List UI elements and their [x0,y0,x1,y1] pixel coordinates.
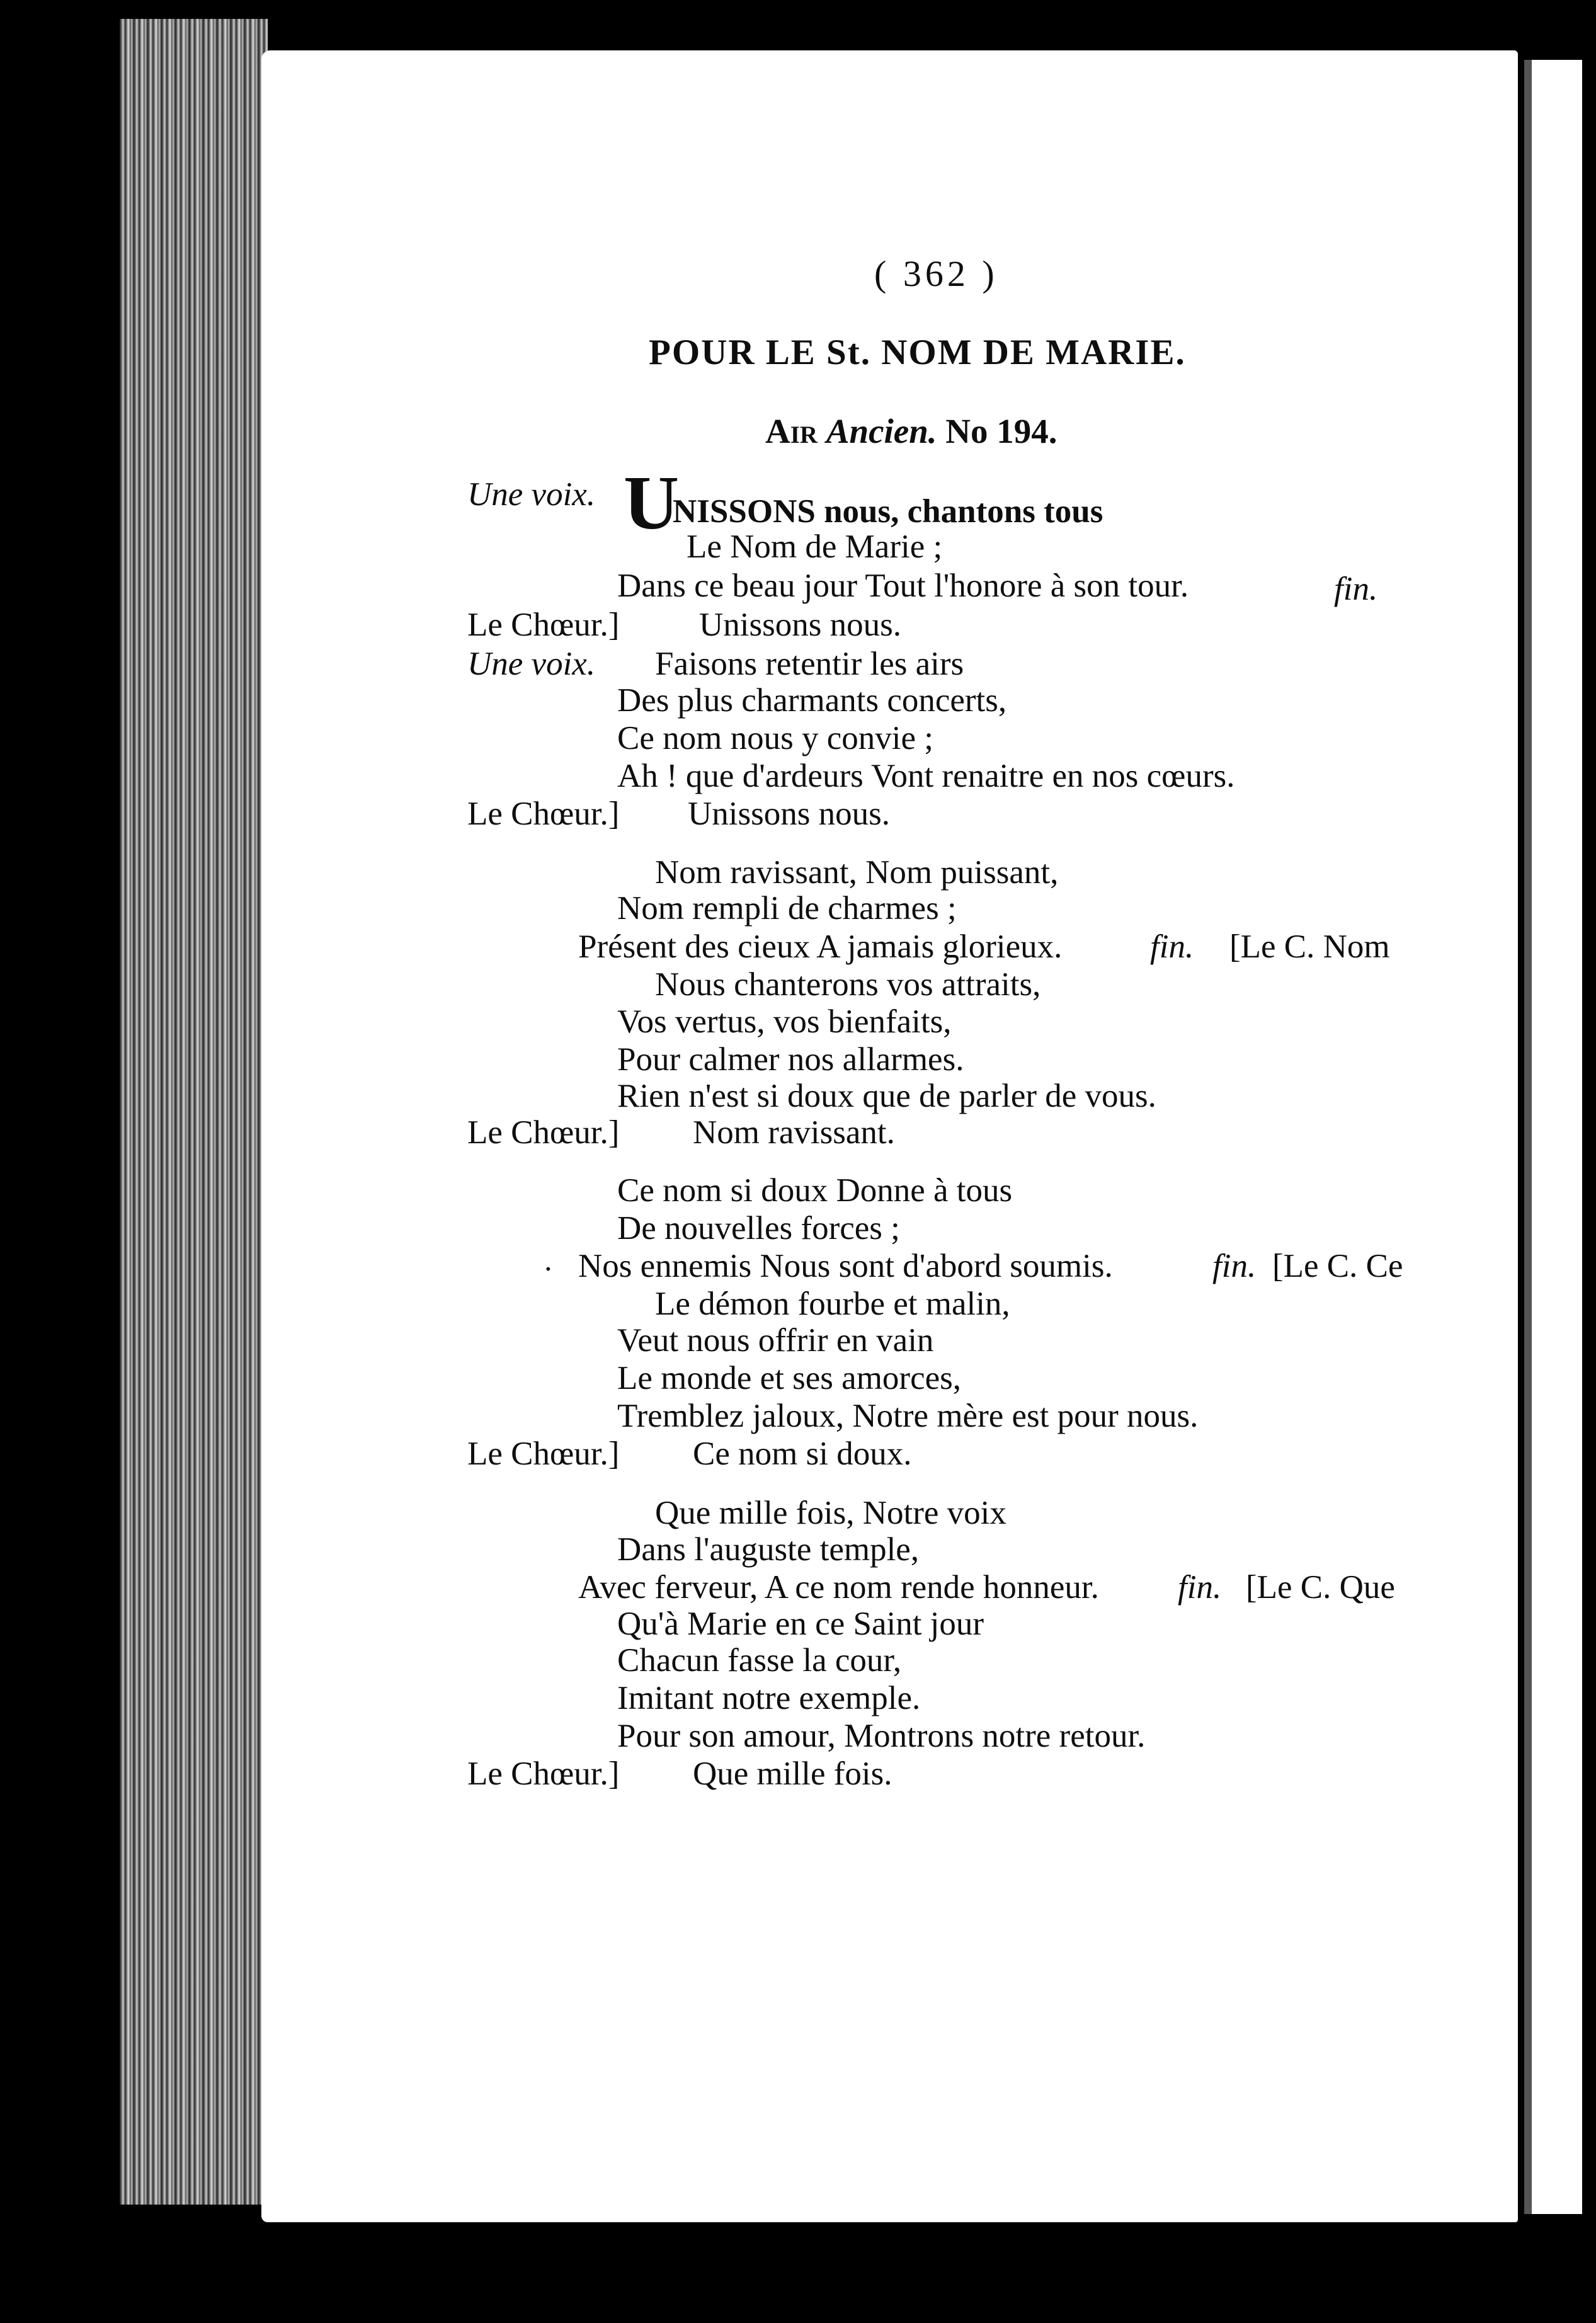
verse-line: Ce nom nous y convie ; [617,720,933,756]
verse-line: Le Nom de Marie ; [687,528,943,565]
choir-cue: [Le C. Nom [1229,928,1390,965]
verse-line: Avec ferveur, A ce nom rende honneur. [578,1569,1099,1606]
air-line [765,413,1057,450]
choir-cue: [Le C. Que [1246,1569,1395,1606]
speaker-choir: Le Chœur.] [467,607,620,643]
verse-line: Pour calmer nos allarmes. [617,1041,964,1078]
choir-refrain: Unissons nous. [688,796,891,832]
fin-mark: fin. [1212,1248,1257,1284]
fin-mark: fin. [1178,1569,1222,1606]
verse-line: Pour son amour, Montrons notre retour. [617,1718,1146,1754]
verse-line: Ah ! que d'ardeurs Vont renaitre en nos cœurs. [617,758,1235,794]
air-tune: Ancien. [826,412,937,450]
choir-refrain: Que mille fois. [693,1755,892,1792]
hymn-title: POUR LE St. NOM DE MARIE. [649,333,1186,372]
verse-line: Tremblez jaloux, Notre mère est pour nous. [617,1398,1199,1434]
speaker-choir: Le Chœur.] [467,1114,620,1151]
air-number: No 194. [945,412,1057,450]
verse-line: De nouvelles forces ; [617,1210,900,1247]
verse-line: Qu'à Marie en ce Saint jour [617,1606,984,1642]
speaker-choir: Le Chœur.] [467,1755,620,1792]
verse-line: Le démon fourbe et malin, [655,1286,1010,1322]
speaker-choir: Le Chœur.] [467,1435,620,1472]
verse-line: NISSONS nous, chantons tous [673,493,1103,530]
verse-line: Dans l'auguste temple, [617,1531,920,1568]
speaker-choir: Le Chœur.] [467,796,620,832]
verse-line: Le monde et ses amorces, [617,1360,961,1396]
choir-refrain: Unissons nous. [699,607,902,643]
verse-line: Que mille fois, Notre voix [655,1495,1006,1531]
verse-line: Faisons retentir les airs [655,646,964,682]
speaker-une-voix-2: Une voix. [467,646,596,682]
air-label: Air [765,412,818,450]
verse-line: Rien n'est si doux que de parler de vous. [617,1078,1156,1114]
verse-line: Dans ce beau jour Tout l'honore à son tour. [617,568,1189,604]
verse-line: Présent des cieux A jamais glorieux. [578,928,1063,965]
fin-mark: fin. [1334,571,1378,607]
verse-line: Nous chanterons vos attraits, [655,966,1041,1003]
margin-dot: · [543,1251,554,1286]
choir-cue: [Le C. Ce [1272,1248,1403,1284]
verse-line: Nom rempli de charmes ; [617,890,957,927]
choir-refrain: Nom ravissant. [693,1114,895,1151]
verse-line: Vos vertus, vos bienfaits, [617,1003,952,1040]
drop-cap: U [624,460,680,545]
fin-mark: fin. [1150,928,1194,965]
choir-refrain: Ce nom si doux. [693,1435,912,1472]
verse-line: Ce nom si doux Donne à tous [617,1172,1013,1209]
verse-line: Imitant notre exemple. [617,1680,921,1716]
page-number: ( 362 ) [874,253,998,294]
verse-line: Veut nous offrir en vain [617,1322,934,1359]
speaker-une-voix-1: Une voix. [467,476,596,513]
verse-line: Chacun fasse la cour, [617,1642,902,1679]
verse-line: Nom ravissant, Nom puissant, [655,854,1059,891]
verse-line: Nos ennemis Nous sont d'abord soumis. [578,1248,1113,1284]
verse-line: Des plus charmants concerts, [617,682,1007,719]
